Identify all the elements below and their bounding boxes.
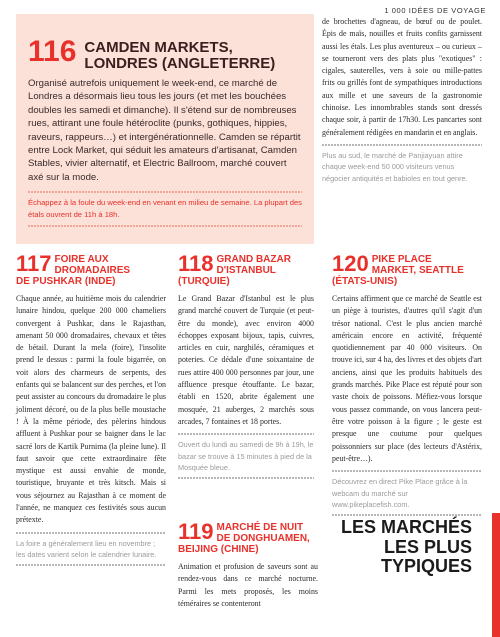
seattle-body: Certains affirment que ce marché de Seattle est un piège à touristes, d'autres qu'il s'agit d'un trésor national. C'est le plus ancien marché américain encore en activité, fréquenté quotidiennement par 40 000 visiteurs. On trouve ici, sur 4 ha, des livres et des objets d'art anciens, ainsi que les produits habituels des grands marchés. Pike Place est réputé pour son vaste choix de poissons. Méfiez-vous lorsque vous passez commande, on vous lancera peut-être votre poisson à la figure ; le geste est presque une coutume pour quelques poissonniers sur place (des lecteurs d'Astérix, peut-être…).	[332, 294, 482, 463]
seattle-heading	[332, 251, 482, 276]
section-title	[55, 254, 131, 276]
divider	[178, 433, 314, 435]
section-number: 116	[28, 35, 77, 68]
section-title	[217, 254, 291, 276]
accent-bar	[492, 513, 500, 637]
section-title-line3: DE PUSHKAR (INDE)	[16, 276, 116, 287]
pushkar-section	[16, 251, 166, 570]
section-title	[372, 254, 464, 276]
title-line: CAMDEN MARKETS,	[84, 39, 233, 56]
title-line: GRAND BAZAR	[216, 254, 291, 265]
section-title	[217, 522, 310, 544]
title-line: FOIRE AUX	[54, 254, 109, 265]
pushkar-heading	[16, 251, 166, 276]
beijing-heading	[178, 519, 318, 544]
divider	[28, 191, 302, 193]
title-line: DROMADAIRES	[54, 265, 131, 276]
donghuamen-note: Plus au sud, le marché de Panjiayuan attire chaque week-end 50 000 visiteurs venus négocier antiquités et babioles en tout genre.	[322, 150, 468, 183]
title-line: MARCHÉ DE NUIT	[216, 522, 304, 533]
divider	[16, 532, 166, 534]
page-title-line: LES PLUS	[383, 536, 472, 557]
donghuamen-continuation	[322, 16, 482, 184]
title-line: DE DONGHUAMEN,	[216, 533, 310, 544]
page-title-line: LES MARCHÉS	[340, 517, 472, 537]
pushkar-note: La foire a généralement lieu en novembre ; les dates varient selon le calendrier lunaire.	[16, 538, 157, 560]
divider	[332, 470, 482, 472]
title-line: PIKE PLACE	[371, 254, 432, 265]
pushkar-body: Chaque année, au huitième mois du calendrier lunaire hindou, quelque 200 000 chameliers convergent à Pushkar, dans le Rajasthan, amenant 50 000 dromadaires, chevaux et têtes de bétail. Durant la mela (foire), l'insolite prend le dessus : parmi la foule bigarrée, on voit alors des charmeurs de serpents, des enfants qui se balancent sur des perches, et l'on peut assister au concours du dromadaire le plus joliment décoré, ou de la plus belle moustache ! À la même période, des pèlerins hindous affluent à Pushkar pour se baigner dans le lac sacré lors de Kartik Purnima (la pleine lune). Il faut savoir que cette extraordinaire fête mystique est aussi envahie de monde, touristique, bruyante et très kitsch. Mais si vous séjournez au Rajasthan à ce moment de l'année, ne manquez ces festivités sous aucun prétexte.	[16, 294, 166, 525]
divider	[322, 144, 482, 146]
beijing-body: Animation et profusion de saveurs sont au rendez-vous dans ce marché nocturne. Parmi les mets proposés, les moins téméraires se contenteront	[178, 562, 318, 608]
seattle-note: Découvrez en direct Pike Place grâce à la webcam du marché sur www.pikeplacefish.com.	[332, 477, 468, 509]
title-line: LONDRES (ANGLETERRE)	[84, 54, 276, 72]
camden-box	[16, 14, 314, 244]
istanbul-heading	[178, 251, 314, 276]
section-number: 118	[178, 251, 214, 276]
page-title	[341, 518, 472, 577]
title-line: D'ISTANBUL	[216, 265, 276, 276]
section-number: 120	[332, 251, 369, 276]
seattle-section	[332, 251, 482, 520]
donghuamen-body: de brochettes d'agneau, de bœuf ou de poulet. Épis de maïs, nouilles et fruits confits garnissent aussi les étals. Les plus aventureux – ou curieux – se tourneront vers des plats plus "exotiques" : cigales, sauterelles, vers à soie ou mille-pattes frits ou grillés font de sympathiques introductions aux mille et une saveurs de la gastronomie chinoise. Les innombrables stands sont dressés chaque soir, à partir de 17h30. Les pancartes sont généralement rédigées en mandarin et en anglais.	[322, 17, 482, 137]
camden-note: Échappez à la foule du week-end en venant en milieu de semaine. La plupart des étals ouvrent de 11h à 18h.	[28, 198, 302, 220]
section-number: 119	[178, 519, 214, 544]
section-title	[84, 38, 275, 71]
istanbul-section	[178, 251, 314, 483]
camden-body: Organisé autrefois uniquement le week-end, ce marché de Londres a désormais lieu tous les jours (et met les bouchées doubles les samedi et dimanche). Il s'étend sur de nombreuses rues, attirant une foule hétéroclite (punks, gothiques, hippies, raveurs, rappeurs…) et intergénérationnelle. Camden se répartit entre Lock Market, qui séduit les amateurs d'artisanat, Camden Stables, vivier alternatif, et Electric Ballroom, marché couvert axé sur la mode.	[28, 78, 301, 183]
divider	[16, 564, 166, 566]
istanbul-body: Le Grand Bazar d'Istanbul est le plus grand marché couvert de Turquie (et peut-être du monde), avec environ 4000 échoppes exposant bijoux, tapis, cuivres, articles en cuir, narghilés, céramiques et poteries. Ce dédale d'une soixantaine de rues attire 400 000 personnes par jour, une affluence presque étouffante. Le bazar, établi en 1520, abrite également une mosquée, 21 auberges, 2 marchés sous arcades, 7 fontaines et 18 portes.	[178, 294, 314, 426]
camden-heading	[28, 35, 302, 72]
beijing-section	[178, 519, 318, 610]
section-title-line3: (ÉTATS-UNIS)	[332, 276, 398, 287]
running-header: 1 000 IDÉES DE VOYAGE	[384, 6, 486, 15]
divider	[178, 477, 314, 479]
section-title-line3: BEIJING (CHINE)	[178, 544, 259, 555]
divider	[28, 225, 302, 227]
section-number: 117	[16, 251, 52, 276]
page-title-line: TYPIQUES	[380, 556, 472, 576]
istanbul-note: Ouvert du lundi au samedi de 9h à 19h, le bazar se trouve à 15 minutes à pied de la Mosquée bleue.	[178, 440, 314, 473]
section-title-line3: (TURQUIE)	[178, 276, 230, 287]
title-line: MARKET, SEATTLE	[371, 265, 464, 276]
